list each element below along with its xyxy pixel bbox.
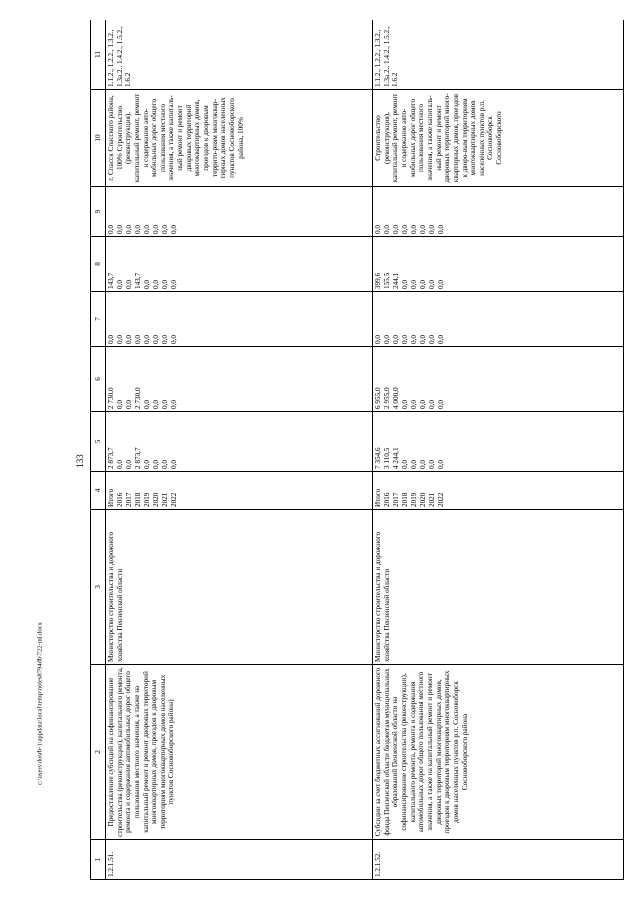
col-header: 11	[91, 20, 106, 90]
col-header: 5	[91, 412, 106, 472]
table-region	[90, 20, 624, 880]
row-executor: Министерство строительства и дорожного хозяйства Пензенской области	[106, 510, 373, 665]
page-number: 133	[75, 454, 85, 468]
row-indicators: 1.1.2., 1.2.2., 1.3.2., 1.3а.2., 1.4.2., 1.5.2., 1.6.2	[106, 20, 373, 90]
table-row	[106, 20, 373, 880]
value-list-col9: 0,0 0,0 0,0 0,0 0,0 0,0 0,0 0,0	[373, 187, 624, 237]
rotated-table	[90, 20, 624, 880]
value-list-col5: 7 354,6 3 110,5 4 244,1 0,0 0,0 0,0 0,0 0,0	[373, 412, 624, 472]
col-header: 10	[91, 90, 106, 187]
col-header: 6	[91, 347, 106, 412]
row-name: Предоставление субсидий на софинансирование строительства (реконструкции), капитального ремонта, ремонта и содержания автомобильных дорог общего пользования местного значения, а также на капитальный ремонт и ремонт дворовых территорий многоквартирных домов, проездов к дворовым территориям многоквартирных домов населенных пунктов Сосновоборского района)	[106, 665, 373, 840]
value-list-col7: 0,0 0,0 0,0 0,0 0,0 0,0 0,0 0,0	[373, 292, 624, 347]
header-row	[91, 20, 106, 880]
value-list-col9: 0,0 0,0 0,0 0,0 0,0 0,0 0,0 0,0	[106, 187, 373, 237]
year-list: Итого 2016 2017 2018 2019 2020 2021 2022	[106, 472, 373, 510]
row-code: 1.2.1.52.	[373, 840, 624, 880]
value-list-col6: 2 730,0 0,0 0,0 2 730,0 0,0 0,0 0,0 0,0	[106, 347, 373, 412]
year-list: Итого 2016 2017 2018 2019 2020 2021 2022	[373, 472, 624, 510]
col-header: 1	[91, 840, 106, 880]
value-list-col8: 399,6 155,5 244,1 0,0 0,0 0,0 0,0 0,0	[373, 237, 624, 292]
col-header: 7	[91, 292, 106, 347]
col-header: 3	[91, 510, 106, 665]
col-header: 8	[91, 237, 106, 292]
row-indicators: 1.1.2., 1.2.2., 1.3.2., 1.3а.2., 1.4.2., 1.5.2., 1.6.2	[373, 20, 624, 90]
row-executor: Министерство строительства и дорожного хозяйства Пензенской области	[373, 510, 624, 665]
value-list-col6: 6 955,0 2 955,0 4 000,0 0,0 0,0 0,0 0,0 0,0	[373, 347, 624, 412]
col-header: 2	[91, 665, 106, 840]
value-list-col7: 0,0 0,0 0,0 0,0 0,0 0,0 0,0 0,0	[106, 292, 373, 347]
row-name: Субсидии за счет бюджетных ассигнований дорожного фонда Пензенской области бюджетам муниципальных образований Пензенской области на софинансирование строительства (реконструкции), капитального ремонта, ремонта и содержания автомобильных дорог общего пользования местного значения, а также на капитальный ремонт и ремонт дворовых территорий многоквартирных домов, проездов к дворовым территориям многоквартирных домов населенных пунктов р.п. Сосновоборск Сосновоборского района	[373, 665, 624, 840]
table-row	[373, 20, 624, 880]
row-code: 1.2.1.51.	[106, 840, 373, 880]
value-list-col8: 143,7 0,0 0,0 143,7 0,0 0,0 0,0 0,0	[106, 237, 373, 292]
value-list-col5: 2 873,7 0,0 0,0 2 873,7 0,0 0,0 0,0 0,0	[106, 412, 373, 472]
col-header: 4	[91, 472, 106, 510]
file-path: c:\users\dosrb-1\appdata\local\temp\notes8794db\722-ml.docx	[36, 622, 44, 785]
row-result: г. Спасск Спасского района, 100% Строительство (реконструкция), капитальный ремонт, ремонт и содержание авто-мобильных дорог общего пользования местного значения, а также капиталь-ный ремонт и ремонт дворовых территорий многоквартирных домов, проездов к дворовым террито-риям многоквар-тирных домов населенных пунктов Сосновоборского района, 100%	[106, 90, 373, 187]
data-table	[90, 20, 624, 880]
row-result: Строительство (реконструкция), капитальный ремонт, ремонт и содержание авто-мобильных дорог общего пользования местного значения, а также капиталь-ный ремонт и ремонт дворовых территорий много-квартирных домов, проездов к дворо-вым территориям многоквартирных домов населенных пунктов р.п. Сосновоборск Сосновоборского	[373, 90, 624, 187]
col-header: 9	[91, 187, 106, 237]
